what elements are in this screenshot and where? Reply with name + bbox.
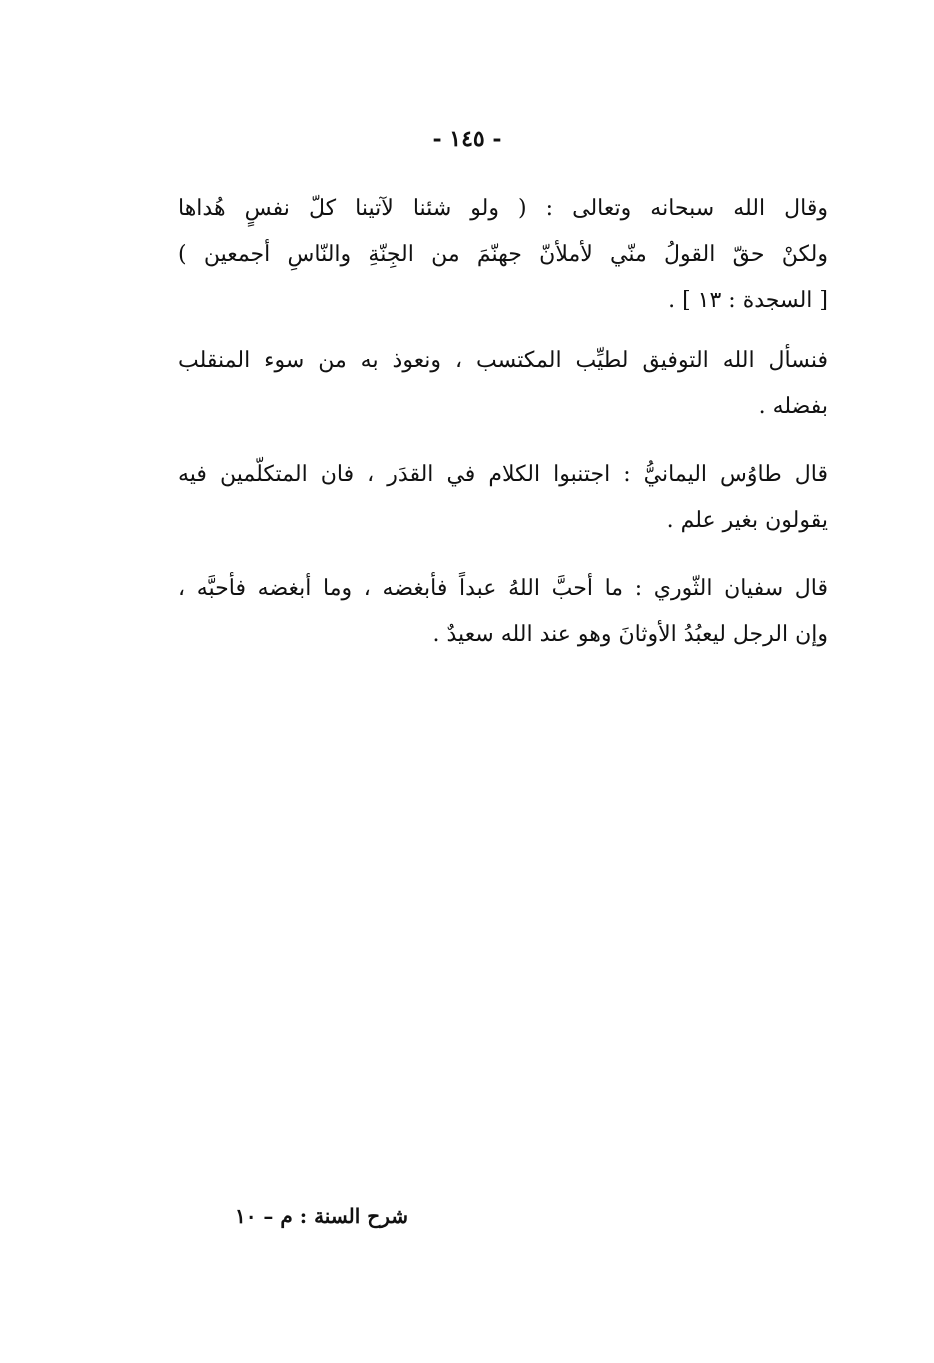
paragraph-supplication — [178, 338, 828, 430]
paragraph-line: يقولون بغير علم . — [666, 508, 828, 533]
paragraph-line: وقال الله سبحانه وتعالى : ( ولو شئنا لآتينا كلّ نفسٍ هُداها — [178, 196, 828, 221]
paragraph-line: [ السجدة : ١٣ ] . — [668, 288, 828, 313]
paragraph-line: ولكنْ حقّ القولُ منّي لأملأنّ جهنّمَ من الجِنّةِ والنّاسِ أجمعين ) — [178, 242, 828, 267]
paragraph-line: فنسأل الله التوفيق لطيِّب المكتسب ، ونعوذ به من سوء المنقلب — [178, 348, 828, 373]
paragraph-tawus-quote — [178, 452, 828, 544]
paragraph-line: وإن الرجل ليعبُدُ الأوثانَ وهو عند الله سعيدٌ . — [432, 622, 828, 647]
paragraph-line: بفضله . — [758, 394, 828, 419]
paragraph-sufyan-quote — [178, 566, 828, 658]
paragraph-line: قال سفيان الثّوري : ما أحبَّ اللهُ عبداً فأبغضه ، وما أبغضه فأحبَّه ، — [178, 576, 828, 601]
page-footer-signature: شرح السنة : م – ١٠ — [234, 1204, 408, 1228]
paragraph-line: قال طاوُس اليمانيُّ : اجتنبوا الكلام في القدَر ، فان المتكلّمين فيه — [178, 462, 828, 487]
paragraph-quran-quote — [178, 186, 828, 324]
page-number: - ١٤٥ - — [432, 126, 502, 152]
